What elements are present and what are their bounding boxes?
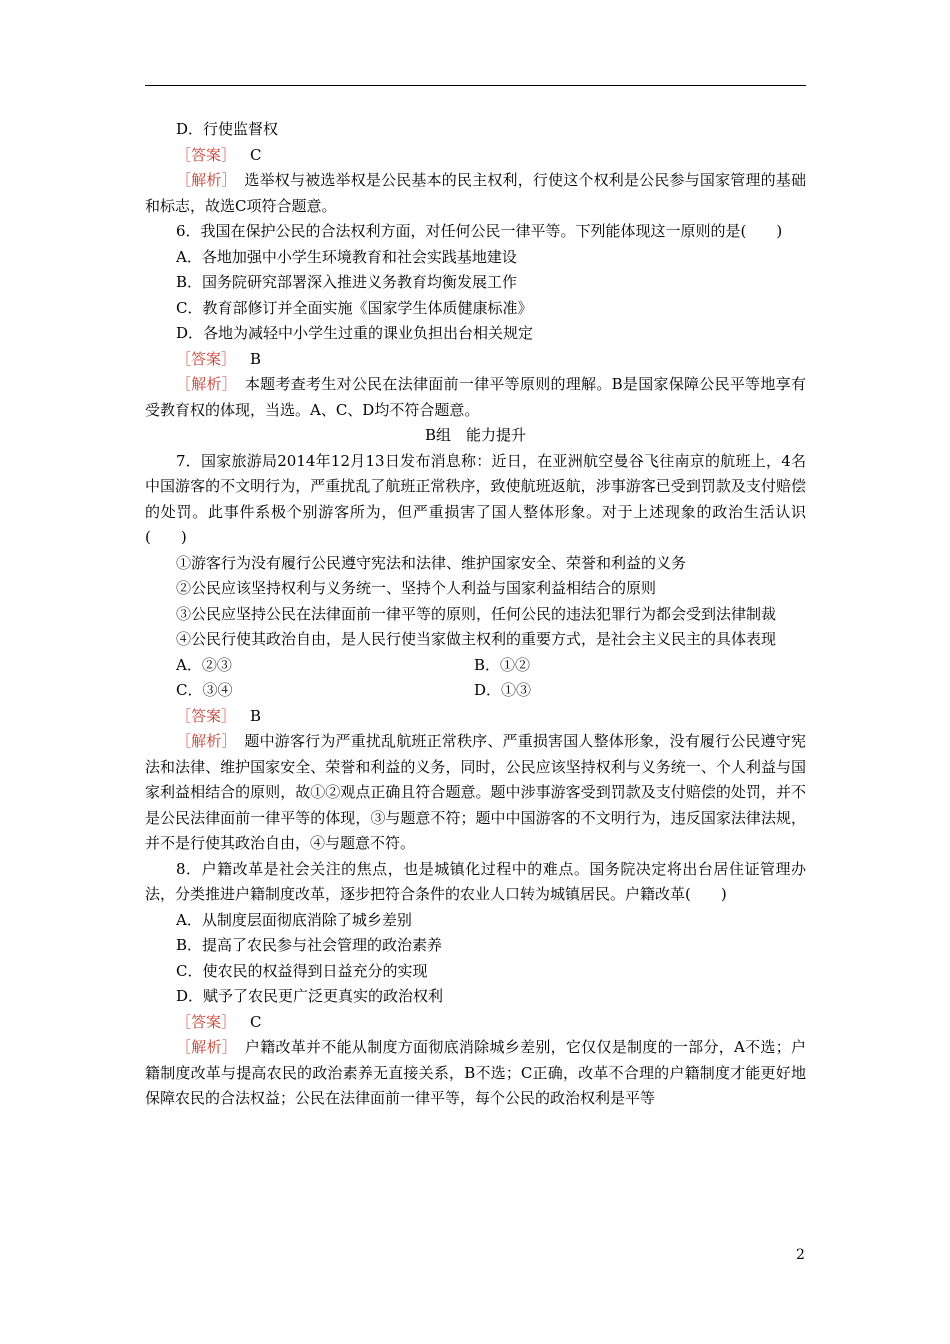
q6-answer (145, 347, 806, 373)
answer-value: C (250, 1012, 262, 1031)
q8-answer (145, 1010, 806, 1036)
q7-item-2: ②公民应该坚持权利与义务统一、坚持个人利益与国家利益相结合的原则 (176, 579, 657, 597)
document-body (145, 117, 806, 1112)
answer-tag: ［答案］ (176, 706, 237, 725)
q5-option-d: D．行使监督权 (176, 120, 279, 138)
q6-option-b: B．国务院研究部署深入推进义务教育均衡发展工作 (176, 273, 518, 291)
analysis-tag: ［解析］ (176, 171, 230, 189)
q8-option-b: B．提高了农民参与社会管理的政治素养 (176, 936, 443, 954)
header-rule (145, 85, 806, 86)
answer-value: C (250, 145, 262, 164)
q7-option-b: B．①② (474, 655, 531, 674)
answer-value: B (250, 349, 262, 368)
q7-stem: 7．国家旅游局2014年12月13日发布消息称：近日，在亚洲航空曼谷飞往南京的航班上，4名中国游客的不文明行为，严重扰乱了航班正常秩序，致使航班返航，涉事游客已受到罚款及支付赔偿的处罚。此事件系极个别游客所为，但严重损害了国人整体形象。对于上述现象的政治生活认识( ) (145, 451, 806, 546)
q8-option-c: C．使农民的权益得到日益充分的实现 (176, 961, 428, 980)
q6-option-c: C．教育部修订并全面实施《国家学生体质健康标准》 (176, 298, 533, 317)
analysis-text: 户籍改革并不能从制度方面彻底消除城乡差别，它仅仅是制度的一部分，A不选；户籍制度改革与提高农民的政治素养无直接关系，B不选；C正确，改革不合理的户籍制度才能更好地保障农民的合法权益；公民在法律面前一律平等，每个公民的政治权利是平等 (145, 1038, 806, 1107)
analysis-tag: ［解析］ (176, 732, 230, 750)
q6-option-a: A．各地加强中小学生环境教育和社会实践基地建设 (176, 247, 517, 266)
q6-stem: 6．我国在保护公民的合法权利方面，对任何公民一律平等。下列能体现这一原则的是( ) (176, 222, 783, 240)
q7-option-a: A．②③ (176, 655, 232, 674)
analysis-text: 题中游客行为严重扰乱航班正常秩序、严重损害国人整体形象，没有履行公民遵守宪法和法律、维护国家安全、荣誉和利益的义务，同时，公民应该坚持权利与义务统一、个人利益与国家利益相结合的原则，故①②观点正确且符合题意。题中涉事游客受到罚款及支付赔偿的处罚，并不是公民法律面前一律平等的体现，③与题意不符；题中中国游客的不文明行为，违反国家法律法规，并不是行使其政治自由，④与题意不符。 (145, 732, 806, 852)
answer-tag: ［答案］ (176, 349, 237, 368)
answer-value: B (250, 706, 262, 725)
q8-analysis (145, 1035, 806, 1112)
q7-item-3: ③公民应坚持公民在法律面前一律平等的原则，任何公民的违法犯罪行为都会受到法律制裁 (176, 604, 777, 623)
q8-stem: 8．户籍改革是社会关注的焦点，也是城镇化过程中的难点。国务院决定将出台居住证管理办法，分类推进户籍制度改革，逐步把符合条件的农业人口转为城镇居民。户籍改革( ) (145, 859, 806, 903)
page-number: 2 (796, 1247, 805, 1263)
analysis-text: 本题考查考生对公民在法律面前一律平等原则的理解。B是国家保障公民平等地享有受教育权的体现，当选。A、C、D均不符合题意。 (145, 375, 806, 419)
analysis-tag: ［解析］ (176, 1038, 230, 1056)
q7-option-c: C．③④ (176, 681, 233, 699)
q7-item-1: ①游客行为没有履行公民遵守宪法和法律、维护国家安全、荣誉和利益的义务 (176, 553, 687, 572)
q7-options-row-1 (145, 653, 806, 679)
q7-option-d: D．①③ (474, 681, 532, 699)
q8-option-d: D．赋予了农民更广泛更真实的政治权利 (176, 987, 444, 1005)
q7-analysis (145, 729, 806, 857)
q8-option-a: A．从制度层面彻底消除了城乡差别 (176, 910, 412, 929)
q5-answer (145, 143, 806, 169)
q7-options-row-2 (145, 678, 806, 704)
answer-tag: ［答案］ (176, 1012, 237, 1031)
answer-tag: ［答案］ (176, 145, 237, 164)
analysis-tag: ［解析］ (176, 375, 230, 393)
q6-analysis (145, 372, 806, 423)
analysis-text: 选举权与被选举权是公民基本的民主权利，行使这个权利是公民参与国家管理的基础和标志，故选C项符合题意。 (145, 171, 806, 215)
q6-option-d: D．各地为减轻中小学生过重的课业负担出台相关规定 (176, 324, 534, 342)
section-heading: B组 能力提升 (424, 426, 527, 444)
q7-answer (145, 704, 806, 730)
q7-item-4: ④公民行使其政治自由，是人民行使当家做主权利的重要方式，是社会主义民主的具体表现 (176, 630, 777, 648)
q5-analysis (145, 168, 806, 219)
